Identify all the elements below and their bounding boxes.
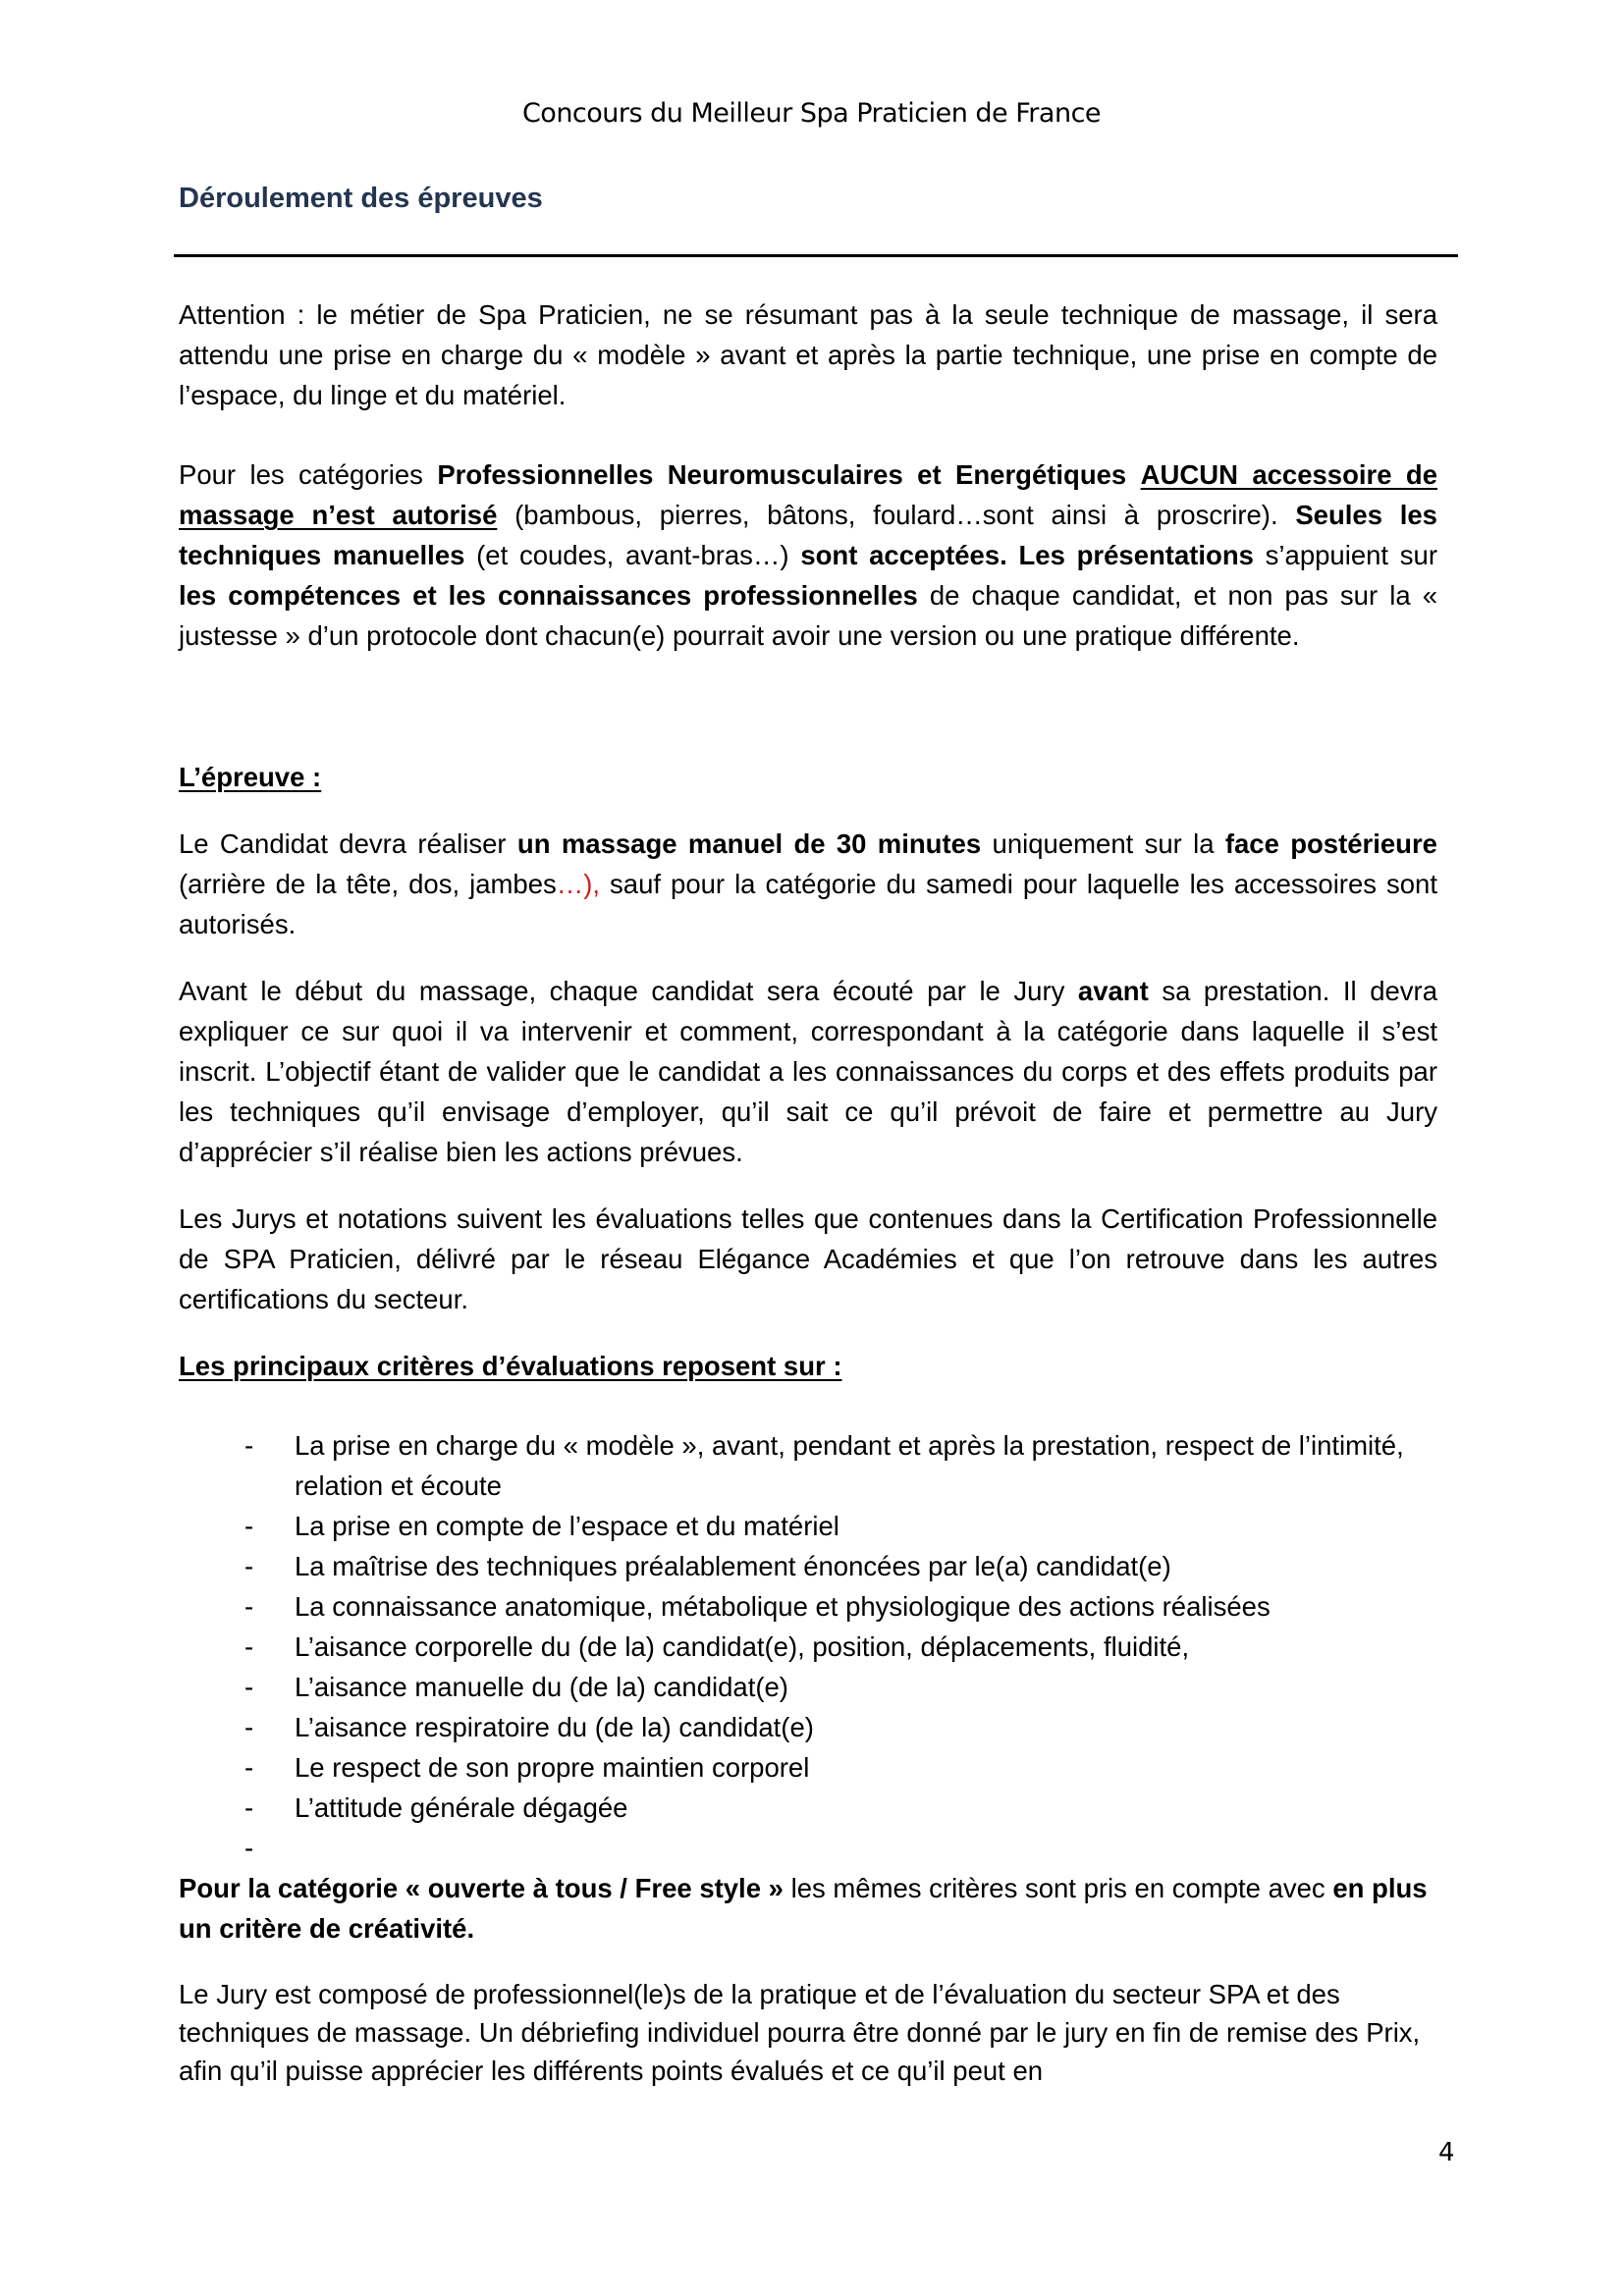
page-header: Concours du Meilleur Spa Praticien de France — [521, 98, 1102, 129]
dash-bullet: - — [244, 1672, 254, 1702]
list-item-text — [295, 1833, 302, 1863]
dash-bullet: - — [244, 1591, 254, 1622]
list-item-text: La maîtrise des techniques préalablement énoncées par le(a) candidat(e) — [295, 1551, 1171, 1581]
dash-bullet: - — [244, 1631, 254, 1662]
list-item — [179, 1506, 1437, 1546]
list-item-text: La prise en charge du « modèle », avant, pendant et après la prestation, respect de l’intimité, relation et écoute — [295, 1430, 1404, 1501]
epreuve-paragraph — [179, 824, 1437, 944]
criteria-heading: Les principaux critères d’évaluations reposent sur : — [179, 1351, 842, 1381]
categories-paragraph — [179, 454, 1437, 656]
jury-composition-paragraph: Le Jury est composé de professionnel(le)s de la pratique et de l’évaluation du secteur SPA et des techniques de massage. Un débriefing individuel pourra être donné par le jury en fin de remise des Prix, afin qu’il puisse apprécier les différents points évalués et ce qu’il peut en — [179, 1979, 1421, 2086]
dash-bullet: - — [244, 1430, 254, 1461]
attention-paragraph: Attention : le métier de Spa Praticien, ne se résumant pas à la seule technique de massage, il sera attendu une prise en charge du « modèle » avant et après la partie technique, une prise en compte de l’espace, du linge et du matériel. — [179, 299, 1437, 410]
list-item — [179, 1586, 1437, 1627]
text-run: (arrière de la tête, dos, jambes — [179, 869, 557, 899]
list-item — [179, 1788, 1437, 1828]
text-run: s’appuient sur — [1253, 540, 1437, 570]
bold-run: sont acceptées. Les présentations — [800, 540, 1254, 570]
dash-bullet: - — [244, 1551, 254, 1581]
list-item-text: L’attitude générale dégagée — [295, 1792, 628, 1823]
text-run: Pour les catégories — [179, 459, 438, 490]
text-run: Le Candidat devra réaliser — [179, 828, 517, 859]
bold-run: Professionnelles Neuromusculaires et Energétiques — [437, 459, 1127, 490]
heading-divider — [174, 254, 1458, 257]
list-item — [179, 1747, 1437, 1788]
epreuve-heading: L’épreuve : — [179, 762, 322, 792]
list-item — [179, 1546, 1437, 1586]
bold-run: face postérieure — [1224, 828, 1437, 859]
dash-bullet: - — [244, 1752, 254, 1783]
bold-run: Pour la catégorie « ouverte à tous / Free style » — [179, 1873, 784, 1903]
text-run: uniquement sur la — [981, 828, 1225, 859]
text-run — [1126, 459, 1140, 490]
bold-run: un massage manuel de 30 minutes — [516, 828, 982, 859]
bold-run: avant — [1077, 976, 1149, 1006]
no-accessory-notice: AUCUN accessoire de massage n’est autorisé — [179, 459, 1438, 530]
text-run: Avant le début du massage, chaque candidat sera écouté par le Jury — [179, 976, 1078, 1006]
list-item — [179, 1707, 1437, 1747]
list-item-text: L’aisance respiratoire du (de la) candidat(e) — [295, 1712, 814, 1742]
page-number: 4 — [1438, 2138, 1455, 2167]
red-text-run: …), — [556, 869, 601, 899]
dash-bullet: - — [244, 1511, 254, 1541]
list-item-text: La connaissance anatomique, métabolique et physiologique des actions réalisées — [295, 1591, 1271, 1622]
list-item — [179, 1627, 1437, 1667]
list-item-text: L’aisance manuelle du (de la) candidat(e) — [295, 1672, 788, 1702]
text-run: les mêmes critères sont pris en compte avec — [783, 1873, 1333, 1903]
notation-paragraph: Les Jurys et notations suivent les évaluations telles que contenues dans la Certification Professionnelle de SPA Praticien, délivré par le réseau Elégance Académies et que l’on retrouve dans les autres certifications du secteur. — [179, 1203, 1437, 1314]
dash-bullet: - — [244, 1712, 254, 1742]
criteria-list — [179, 1425, 1437, 1868]
list-item-text: L’aisance corporelle du (de la) candidat(e), position, déplacements, fluidité, — [295, 1631, 1190, 1662]
freestyle-paragraph — [179, 1868, 1437, 1949]
dash-bullet: - — [244, 1833, 254, 1863]
list-item — [179, 1425, 1437, 1506]
text-run: (et coudes, avant-bras…) — [464, 540, 801, 570]
list-item-text: Le respect de son propre maintien corporel — [295, 1752, 810, 1783]
list-item — [179, 1667, 1437, 1707]
section-title: Déroulement des épreuves — [179, 183, 543, 214]
bold-run: en plus un critère de créativité. — [179, 1873, 1428, 1944]
jury-listening-paragraph — [179, 971, 1437, 1172]
page-body — [179, 294, 1437, 2090]
dash-bullet: - — [244, 1792, 254, 1823]
text-run: sauf pour la catégorie du samedi pour laquelle les accessoires sont autorisés. — [179, 869, 1437, 939]
list-item-text: La prise en compte de l’espace et du matériel — [295, 1511, 839, 1541]
text-run: de chaque candidat, et non pas sur la « justesse » d’un protocole dont chacun(e) pourrait avoir une version ou une pratique différente. — [179, 580, 1437, 651]
bold-run: Seules les techniques manuelles — [179, 500, 1437, 570]
list-item — [179, 1828, 1437, 1868]
text-run: sa prestation. Il devra expliquer ce sur quoi il va intervenir et comment, correspondant à la catégorie dans laquelle il s’est inscrit. L’objectif étant de valider que le candidat a les connaissances du corps et des effets produits par les techniques qu’il envisage d’employer, qu’il sait ce qu’il prévoit de faire et permettre au Jury d’apprécier s’il réalise bien les actions prévues. — [179, 976, 1437, 1167]
text-run: (bambous, pierres, bâtons, foulard…sont ainsi à proscrire). — [497, 500, 1296, 530]
bold-run: les compétences et les connaissances professionnelles — [179, 580, 918, 611]
